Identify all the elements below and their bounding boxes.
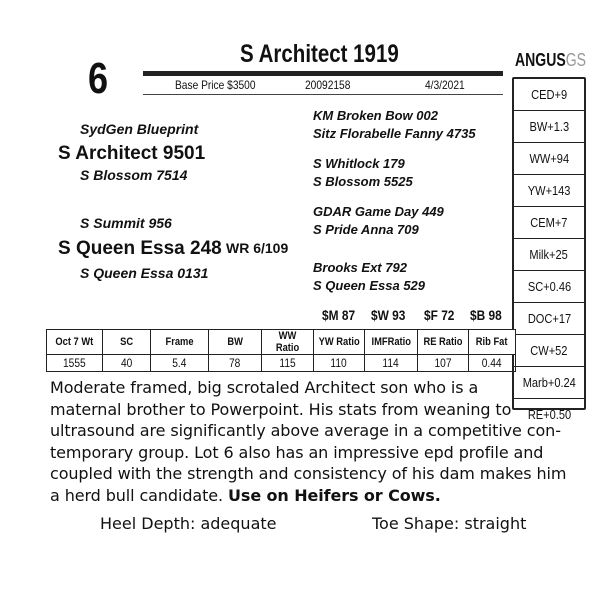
lot-description — [50, 377, 598, 506]
breed-logo: ANGUSGS — [515, 50, 587, 70]
index-m: $M 87 — [322, 307, 356, 323]
dam: S Queen Essa 248 — [58, 238, 222, 259]
index-f: $F 72 — [424, 307, 455, 323]
pedigree-right-6: S Pride Anna 709 — [313, 222, 419, 237]
perf-value: 110 — [314, 355, 365, 372]
description-line: ultrasound are significantly above average in a competitive con- — [50, 421, 561, 440]
dam-sire: S Summit 956 — [80, 215, 172, 231]
perf-header: BW — [209, 330, 262, 355]
registration-number: 20092158 — [305, 78, 351, 92]
description-line: a herd bull candidate. Use on Heifers or Cows. — [50, 485, 441, 505]
perf-header: YW Ratio — [314, 330, 365, 355]
description-line: maternal brother to Powerpoint. His stats from weaning to — [50, 399, 512, 419]
epd-cem: CEM+7 — [514, 207, 584, 239]
lot-number: 6 — [88, 54, 109, 103]
perf-header: SC — [103, 330, 151, 355]
usage-recommendation: Use on Heifers or Cows. — [228, 485, 441, 505]
base-price: Base Price $3500 — [175, 78, 256, 92]
perf-header: WW Ratio — [262, 330, 314, 355]
epd-ced: CED+9 — [514, 79, 584, 111]
perf-header: RE Ratio — [418, 330, 469, 355]
pedigree-right-5: GDAR Game Day 449 — [313, 204, 444, 219]
description-line: Moderate framed, big scrotaled Architect son who is a — [50, 378, 479, 397]
epd-sc: SC+0.46 — [514, 271, 584, 303]
index-b: $B 98 — [470, 307, 502, 323]
epd-ww: WW+94 — [514, 143, 584, 175]
heel-depth: Heel Depth: adequate — [100, 514, 277, 533]
perf-header: Rib Fat — [469, 330, 516, 355]
perf-header: Oct 7 Wt — [47, 330, 103, 355]
sire: S Architect 9501 — [58, 143, 206, 164]
perf-value: 107 — [418, 355, 469, 372]
perf-header: Frame — [151, 330, 209, 355]
dam-note: WR 6/109 — [226, 240, 289, 256]
description-line: coupled with the strength and consistency of his dam makes him — [50, 464, 567, 483]
pedigree-right-1: KM Broken Bow 002 — [313, 108, 438, 123]
birth-date: 4/3/2021 — [425, 78, 465, 92]
epd-re: RE+0.50 — [527, 407, 571, 422]
epd-cw: CW+52 — [514, 335, 584, 367]
epd-panel — [512, 77, 586, 422]
pedigree-right-8: S Queen Essa 529 — [313, 278, 426, 293]
animal-name: S Architect 1919 — [240, 40, 399, 68]
epd-milk: Milk+25 — [514, 239, 584, 271]
perf-value: 114 — [365, 355, 418, 372]
perf-value: 40 — [103, 355, 151, 372]
sire-dam: S Blossom 7514 — [80, 167, 188, 183]
perf-value: 5.4 — [151, 355, 209, 372]
perf-value: 115 — [262, 355, 314, 372]
header-rule — [143, 71, 503, 76]
description-line: temporary group. Lot 6 also has an impressive epd profile and — [50, 442, 544, 462]
pedigree-right-4: S Blossom 5525 — [313, 174, 413, 189]
pedigree-right-3: S Whitlock 179 — [313, 156, 405, 171]
header-rule-thin — [143, 94, 503, 95]
perf-header: IMFRatio — [365, 330, 418, 355]
toe-shape: Toe Shape: straight — [372, 514, 527, 533]
performance-table — [46, 329, 516, 372]
perf-value: 1555 — [47, 355, 103, 372]
epd-bw: BW+1.3 — [514, 111, 584, 143]
sire-sire: SydGen Blueprint — [80, 121, 199, 137]
epd-marb: Marb+0.24 — [514, 367, 584, 399]
epd-yw: YW+143 — [514, 175, 584, 207]
index-w: $W 93 — [371, 307, 406, 323]
pedigree-right-2: Sitz Florabelle Fanny 4735 — [313, 126, 476, 141]
performance-header-row — [47, 330, 516, 355]
perf-value: 0.44 — [469, 355, 516, 372]
epd-doc: DOC+17 — [514, 303, 584, 335]
pedigree-right-7: Brooks Ext 792 — [313, 260, 407, 275]
dam-dam: S Queen Essa 0131 — [80, 265, 209, 281]
performance-value-row — [47, 355, 516, 372]
perf-value: 78 — [209, 355, 262, 372]
